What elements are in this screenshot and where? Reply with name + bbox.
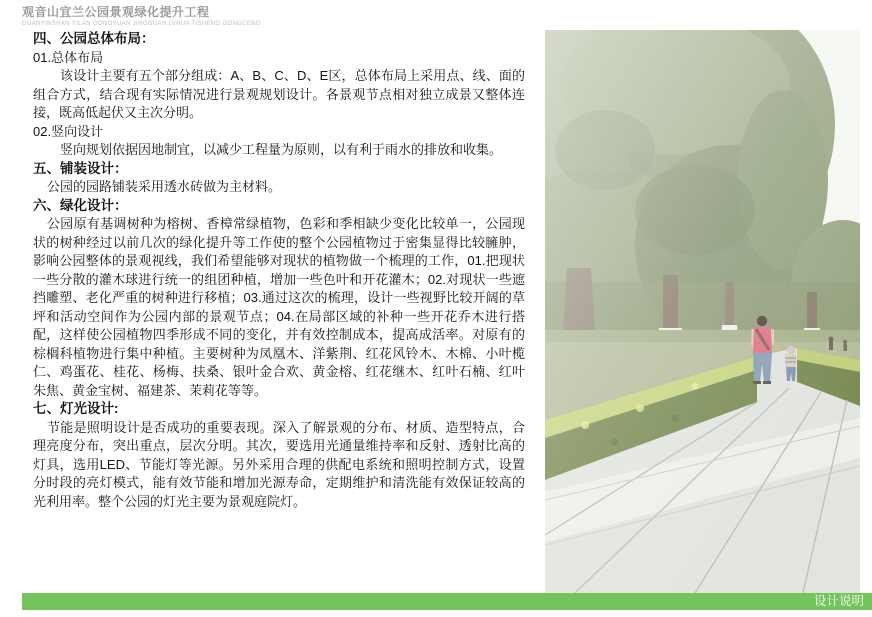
layout-item-1-label: 01.总体布局 bbox=[33, 49, 104, 65]
section-lighting-body: 节能是照明设计是否成功的重要表现。深入了解景观的分布、材质、造型特点，合理亮度分布，突出重点，层次分明。其次，要选用光通量维持率和反射、透射比高的灯具，选用LED、节能灯等光源。另外采用合理的供配电系统和照明控制方式，设置分时段的亮灯模式，能有效节能和增加光源寿命，定期维护和清洗能有效保证较高的光利用率。整个公园的灯光主要为景观庭院灯。 bbox=[33, 419, 525, 509]
section-layout-heading: 四、公园总体布局： bbox=[33, 31, 155, 46]
section-lighting-heading: 七、灯光设计: bbox=[33, 401, 119, 416]
section-greening-body: 公园原有基调树种为榕树、香樟常绿植物，色彩和季相缺少变化比较单一，公园现状的树种经过以前几次的绿化提升等工作使的整个公园植物过于密集显得比较臃肿，影响公园整体的景观视线，我们希望能够对现状的植物做一个梳理的工作，01.把现状一些分散的灌木球进行统一的组团种植，增加一些色叶和开花灌木；02.对现状一些遮挡雕塑、老化严重的树种进行移植；03.通过这次的梳理，设计一些视野比较开阔的草坪和活动空间作为公园内部的景观节点；04.在局部区域的补种一些开花乔木进行搭配，这样使公园植物四季形成不同的变化，并有效控制成本，提高成活率。对原有的棕榈科植物进行集中种植。主要树种为凤凰木、洋紫荆、红花风铃木、木棉、小叶榄仁、鸡蛋花、桂花、杨梅、扶桑、银叶金合欢、黄金榕、红花继木、红叶石楠、红叶朱焦、黄金宝树、福建茶、茉莉花等等。 bbox=[33, 216, 525, 398]
white-wash-overlay bbox=[545, 30, 860, 593]
footer-bar bbox=[22, 593, 872, 610]
park-photo bbox=[545, 30, 860, 593]
project-header bbox=[22, 3, 261, 27]
project-title-pinyin: GUANYINSHAN YILAN GONGYUAN JINGGUAN LVHUA TISHENG GONGCENG bbox=[22, 21, 262, 27]
layout-item-2-label: 02.竖向设计 bbox=[33, 123, 104, 139]
project-title: 观音山宜兰公园景观绿化提升工程 bbox=[22, 5, 210, 19]
design-notes bbox=[33, 30, 525, 511]
section-paving-heading: 五、铺装设计： bbox=[33, 160, 128, 176]
section-paving-body: 公园的园路铺装采用透水砖做为主材料。 bbox=[47, 179, 282, 194]
layout-item-1-body: 该设计主要有五个部分组成：A、B、C、D、E区，总体布局上采用点、线、面的组合方式，结合现有实际情况进行景观规划设计。各景观节点相对独立成景又整体连接，既高低起伏又主次分明。 bbox=[33, 68, 525, 120]
section-greening-heading: 六、绿化设计： bbox=[33, 197, 128, 213]
footer-label: 设计说明 bbox=[813, 594, 864, 608]
layout-item-2-body: 竖向规划依据因地制宜，以减少工程量为原则，以有利于雨水的排放和收集。 bbox=[60, 142, 503, 157]
